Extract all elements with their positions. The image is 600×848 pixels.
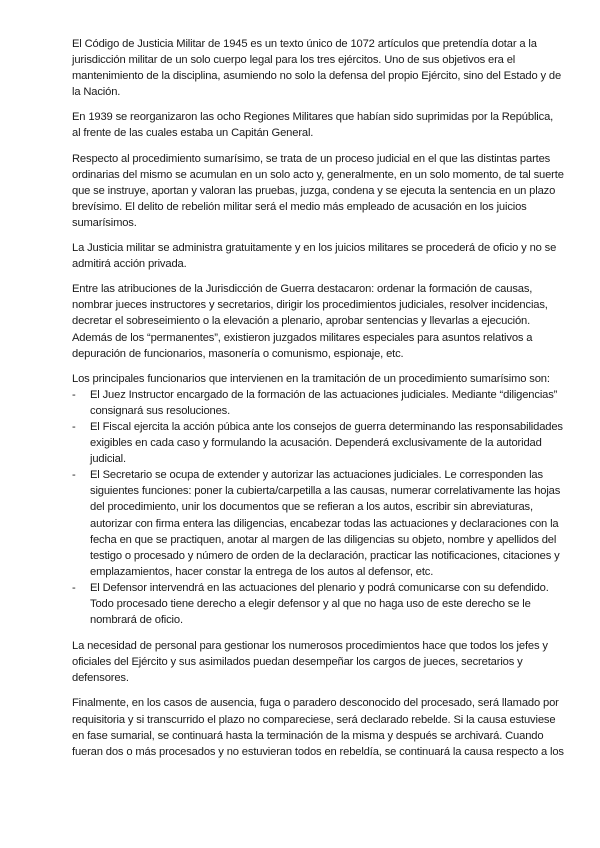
list-item-text: El Secretario se ocupa de extender y autorizar las actuaciones judiciales. Le corresponden las siguientes funciones: poner la cubierta/carpetilla a las causas, numerar correlativamente las hojas del procedimiento, unir los documentos que se refieran a los autos, escribir sin abreviaturas, autorizar con firma entera las diligencias, encabezar todas las actuaciones y declaraciones con la fecha en que se practiquen, anotar al margen de las diligencias su objeto, nombre y apellidos del testigo o procesado y número de orden de la declaración, practicar las notificaciones, citaciones y emplazamientos, hacer constar la entrega de los autos al defensor, etc.: [90, 469, 561, 578]
paragraph-personal: La necesidad de personal para gestionar los numerosos procedimientos hace que todos los jefes y oficiales del Ejército y sus asimilados puedan desempeñar los cargos de jueces, secretarios y defensores.: [72, 640, 548, 685]
list-intro: Los principales funcionarios que intervienen en la tramitación de un procedimiento sumarísimo son:: [72, 372, 550, 385]
list-item-text: El Juez Instructor encargado de la formación de las actuaciones judiciales. Mediante “diligencias” consignará sus resoluciones.: [90, 388, 558, 417]
list-bullet: -: [72, 469, 76, 482]
list-item-secretario: [72, 467, 564, 580]
funcionarios-list: [72, 387, 564, 628]
list-item-defensor: [72, 580, 564, 628]
paragraph-atribuciones: Entre las atribuciones de la Jurisdicción de Guerra destacaron: ordenar la formación de causas, nombrar jueces instructores y secretarios, dirigir los procedimientos judiciales, resolver incidencias, decretar el sobreseimiento o la elevación a plenario, aprobar sentencias y llevarlas a ejecución. Además de los “permanentes”, existieron juzgados militares especiales para asuntos relativos a depuración de funcionarios, masonería o comunismo, espionaje, etc.: [72, 283, 548, 360]
list-bullet: -: [72, 581, 76, 594]
list-bullet: -: [72, 420, 76, 433]
paragraph-procedimiento-sumarisimo: Respecto al procedimiento sumarísimo, se trata de un proceso judicial en el que las distintas partes ordinarias del mismo se acumulan en un solo acto y, generalmente, en un solo momento, de tal suerte que se instruye, aportan y valoran las pruebas, juzga, condena y se ejecuta la sentencia en un plazo brevísimo. El delito de rebelión militar será el medio más empleado de acusación en los juicios sumarísimos.: [72, 152, 564, 229]
list-item-fiscal: [72, 419, 564, 467]
paragraph-rebeldia: Finalmente, en los casos de ausencia, fuga o paradero desconocido del procesado, será llamado por requisitoria y si transcurrido el plazo no compareciese, será declarado rebelde. Si la causa estuviese en fase sumarial, se continuará hasta la terminación de la misma y después se archivará. Cuando fueran dos o más procesados y no estuvieran todos en rebeldía, se continuará la causa respecto a los: [72, 697, 564, 758]
list-item-juez: [72, 387, 564, 419]
list-item-text: El Fiscal ejercita la acción púbica ante los consejos de guerra determinando las responsabilidades exigibles en cada caso y formulando la acusación. Dependerá exclusivamente de la autoridad judicial.: [90, 420, 563, 466]
paragraph-regiones-militares: En 1939 se reorganizaron las ocho Regiones Militares que habían sido suprimidas por la República, al frente de las cuales estaba un Capitán General.: [72, 111, 554, 140]
list-item-text: El Defensor intervendrá en las actuaciones del plenario y podrá comunicarse con su defendido. Todo procesado tiene derecho a elegir defensor y al que no haga uso de este derecho se le nombrará de oficio.: [90, 581, 549, 627]
paragraph-justicia-gratuita: La Justicia militar se administra gratuitamente y en los juicios militares se procederá de oficio y no se admitirá acción privada.: [72, 242, 557, 271]
paragraph-codigo-justicia: El Código de Justicia Militar de 1945 es un texto único de 1072 artículos que pretendía dotar a la jurisdicción militar de un solo cuerpo legal para los tres ejércitos. Uno de sus objetivos era el mantenimiento de la disciplina, asumiendo no solo la defensa del propio Ejército, sino del Estado y de la Nación.: [72, 38, 562, 99]
list-bullet: -: [72, 388, 76, 401]
